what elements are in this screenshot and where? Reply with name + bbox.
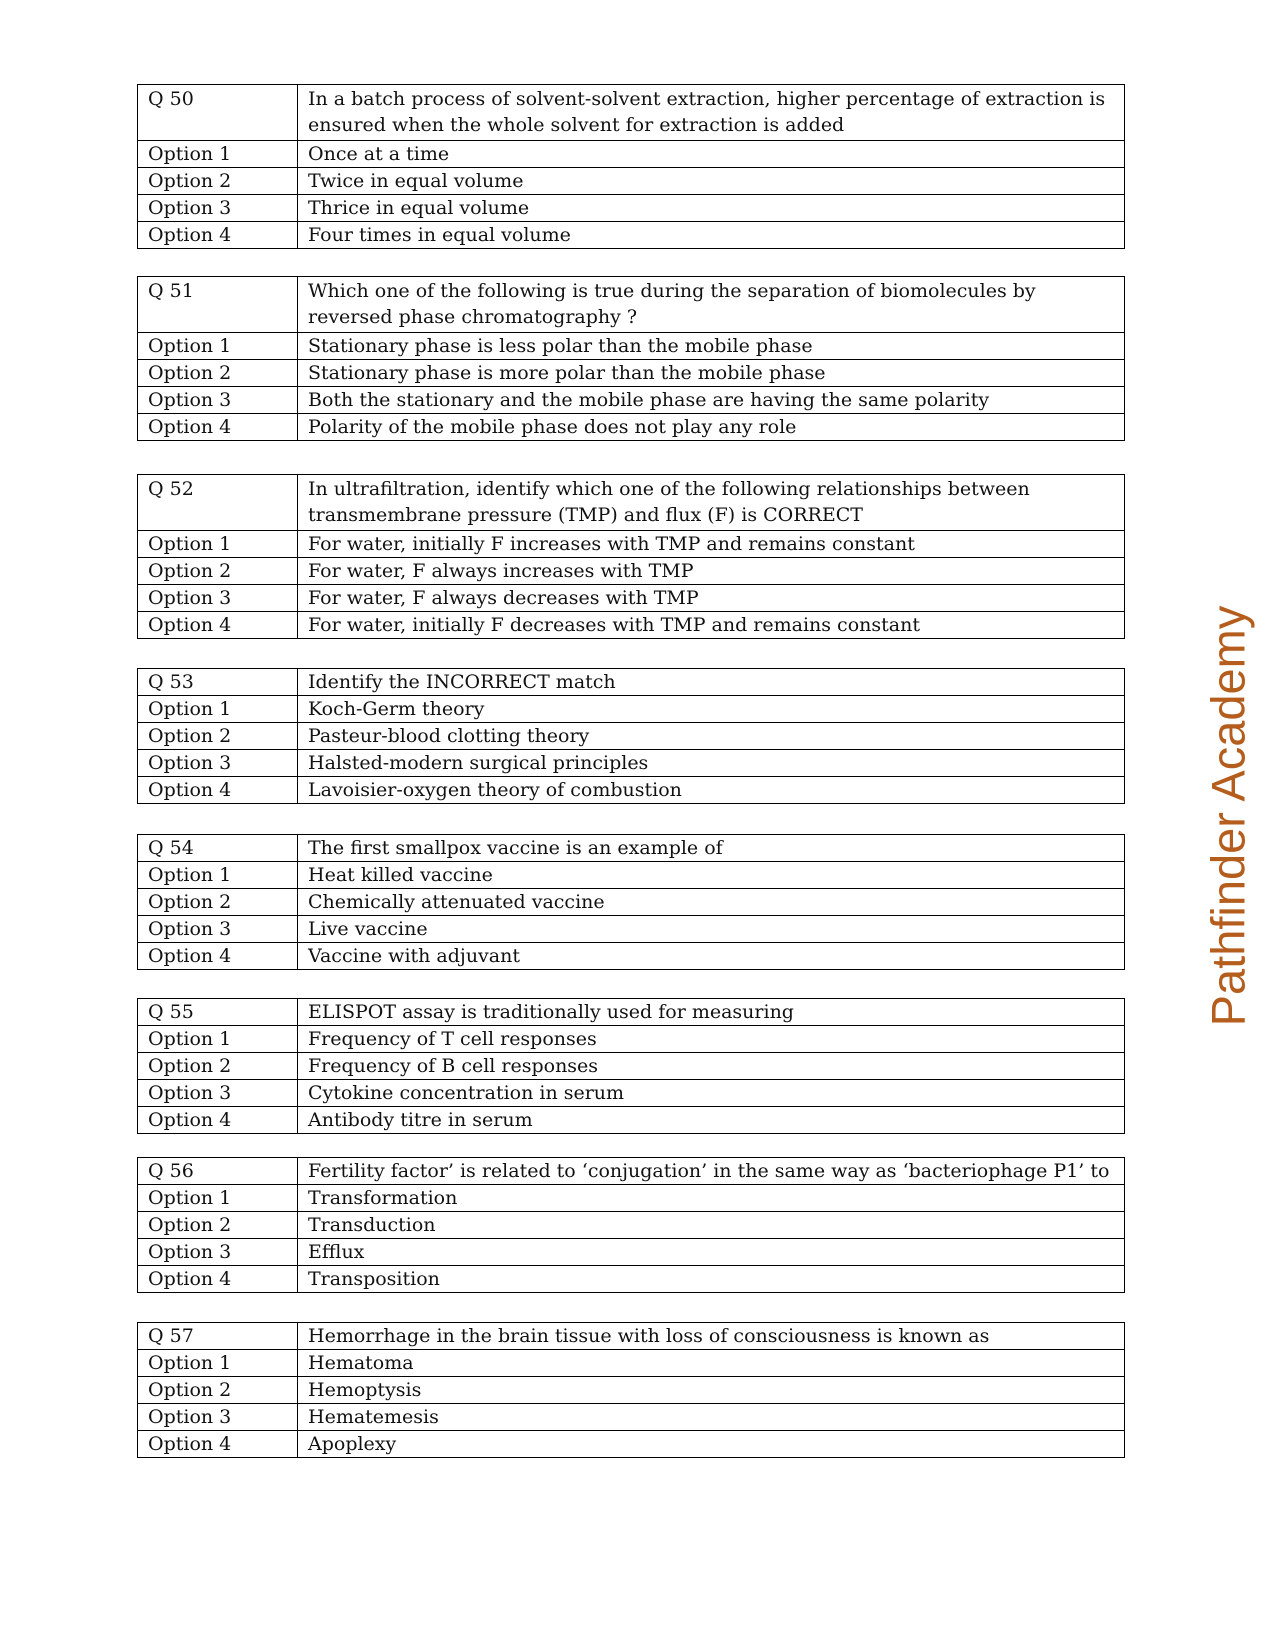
option-label: Option 4 bbox=[138, 777, 298, 804]
option-text: Chemically attenuated vaccine bbox=[298, 889, 1125, 916]
option-label: Option 2 bbox=[138, 723, 298, 750]
question-text: Fertility factor’ is related to ‘conjugation’ in the same way as ‘bacteriophage P1’ to bbox=[298, 1158, 1125, 1185]
option-row bbox=[138, 141, 1125, 168]
option-label: Option 2 bbox=[138, 558, 298, 585]
question-text: In ultrafiltration, identify which one of the following relationships between transmembrane pressure (TMP) and flux (F) is CORRECT bbox=[298, 475, 1125, 531]
option-text: Stationary phase is more polar than the mobile phase bbox=[298, 360, 1125, 387]
option-row bbox=[138, 414, 1125, 441]
question-table-53 bbox=[137, 668, 1125, 804]
option-text: Transposition bbox=[298, 1266, 1125, 1293]
option-text: Stationary phase is less polar than the mobile phase bbox=[298, 333, 1125, 360]
option-row bbox=[138, 1377, 1125, 1404]
option-row bbox=[138, 777, 1125, 804]
question-row bbox=[138, 999, 1125, 1026]
option-label: Option 3 bbox=[138, 1080, 298, 1107]
question-text: The first smallpox vaccine is an example of bbox=[298, 835, 1125, 862]
watermark: Pathfinder Academy bbox=[1201, 605, 1255, 1027]
option-label: Option 3 bbox=[138, 195, 298, 222]
option-label: Option 3 bbox=[138, 1404, 298, 1431]
option-text: For water, initially F decreases with TMP and remains constant bbox=[298, 612, 1125, 639]
option-text: For water, F always increases with TMP bbox=[298, 558, 1125, 585]
option-text: Twice in equal volume bbox=[298, 168, 1125, 195]
option-label: Option 1 bbox=[138, 862, 298, 889]
option-text: Hematoma bbox=[298, 1350, 1125, 1377]
option-label: Option 2 bbox=[138, 360, 298, 387]
option-text: Transduction bbox=[298, 1212, 1125, 1239]
option-row bbox=[138, 222, 1125, 249]
question-row bbox=[138, 475, 1125, 531]
question-row bbox=[138, 1158, 1125, 1185]
option-row bbox=[138, 1266, 1125, 1293]
question-label: Q 54 bbox=[138, 835, 298, 862]
option-row bbox=[138, 531, 1125, 558]
option-label: Option 4 bbox=[138, 943, 298, 970]
option-text: For water, F always decreases with TMP bbox=[298, 585, 1125, 612]
option-label: Option 2 bbox=[138, 1377, 298, 1404]
option-text: Hematemesis bbox=[298, 1404, 1125, 1431]
question-label: Q 57 bbox=[138, 1323, 298, 1350]
option-row bbox=[138, 943, 1125, 970]
question-label: Q 50 bbox=[138, 85, 298, 141]
option-row bbox=[138, 333, 1125, 360]
option-row bbox=[138, 612, 1125, 639]
option-row bbox=[138, 862, 1125, 889]
option-row bbox=[138, 1080, 1125, 1107]
option-text: Lavoisier-oxygen theory of combustion bbox=[298, 777, 1125, 804]
option-row bbox=[138, 1350, 1125, 1377]
option-label: Option 1 bbox=[138, 1350, 298, 1377]
option-text: Transformation bbox=[298, 1185, 1125, 1212]
option-text: Pasteur-blood clotting theory bbox=[298, 723, 1125, 750]
question-label: Q 53 bbox=[138, 669, 298, 696]
option-row bbox=[138, 360, 1125, 387]
option-text: For water, initially F increases with TMP and remains constant bbox=[298, 531, 1125, 558]
option-label: Option 4 bbox=[138, 1431, 298, 1458]
question-label: Q 52 bbox=[138, 475, 298, 531]
question-text: Which one of the following is true during the separation of biomolecules by reversed phase chromatography ? bbox=[298, 277, 1125, 333]
option-row bbox=[138, 1053, 1125, 1080]
option-text: Once at a time bbox=[298, 141, 1125, 168]
option-text: Frequency of B cell responses bbox=[298, 1053, 1125, 1080]
option-label: Option 3 bbox=[138, 1239, 298, 1266]
option-row bbox=[138, 1185, 1125, 1212]
option-row bbox=[138, 696, 1125, 723]
option-text: Live vaccine bbox=[298, 916, 1125, 943]
option-label: Option 1 bbox=[138, 1026, 298, 1053]
option-text: Efflux bbox=[298, 1239, 1125, 1266]
question-text: In a batch process of solvent-solvent extraction, higher percentage of extraction is ensured when the whole solvent for extraction is added bbox=[298, 85, 1125, 141]
question-text: Hemorrhage in the brain tissue with loss of consciousness is known as bbox=[298, 1323, 1125, 1350]
question-text: Identify the INCORRECT match bbox=[298, 669, 1125, 696]
question-table-50 bbox=[137, 84, 1125, 249]
option-label: Option 1 bbox=[138, 696, 298, 723]
question-label: Q 51 bbox=[138, 277, 298, 333]
option-text: Heat killed vaccine bbox=[298, 862, 1125, 889]
option-row bbox=[138, 1239, 1125, 1266]
option-label: Option 2 bbox=[138, 889, 298, 916]
option-row bbox=[138, 889, 1125, 916]
question-table-56 bbox=[137, 1157, 1125, 1293]
option-text: Both the stationary and the mobile phase are having the same polarity bbox=[298, 387, 1125, 414]
option-label: Option 1 bbox=[138, 1185, 298, 1212]
option-label: Option 3 bbox=[138, 585, 298, 612]
option-row bbox=[138, 1431, 1125, 1458]
option-text: Four times in equal volume bbox=[298, 222, 1125, 249]
option-row bbox=[138, 1026, 1125, 1053]
question-row bbox=[138, 1323, 1125, 1350]
question-label: Q 55 bbox=[138, 999, 298, 1026]
question-table-54 bbox=[137, 834, 1125, 970]
option-label: Option 2 bbox=[138, 1212, 298, 1239]
option-label: Option 4 bbox=[138, 414, 298, 441]
option-text: Antibody titre in serum bbox=[298, 1107, 1125, 1134]
option-text: Halsted-modern surgical principles bbox=[298, 750, 1125, 777]
option-text: Polarity of the mobile phase does not play any role bbox=[298, 414, 1125, 441]
option-row bbox=[138, 1404, 1125, 1431]
option-text: Thrice in equal volume bbox=[298, 195, 1125, 222]
option-text: Hemoptysis bbox=[298, 1377, 1125, 1404]
option-row bbox=[138, 558, 1125, 585]
option-row bbox=[138, 916, 1125, 943]
option-text: Koch-Germ theory bbox=[298, 696, 1125, 723]
option-label: Option 2 bbox=[138, 168, 298, 195]
question-table-52 bbox=[137, 474, 1125, 639]
question-table-57 bbox=[137, 1322, 1125, 1458]
option-row bbox=[138, 750, 1125, 777]
question-text: ELISPOT assay is traditionally used for measuring bbox=[298, 999, 1125, 1026]
option-label: Option 1 bbox=[138, 531, 298, 558]
option-label: Option 1 bbox=[138, 333, 298, 360]
option-label: Option 4 bbox=[138, 612, 298, 639]
question-row bbox=[138, 277, 1125, 333]
option-text: Cytokine concentration in serum bbox=[298, 1080, 1125, 1107]
option-row bbox=[138, 723, 1125, 750]
option-label: Option 4 bbox=[138, 1107, 298, 1134]
question-row bbox=[138, 835, 1125, 862]
option-row bbox=[138, 168, 1125, 195]
option-text: Frequency of T cell responses bbox=[298, 1026, 1125, 1053]
question-row bbox=[138, 85, 1125, 141]
option-label: Option 1 bbox=[138, 141, 298, 168]
option-row bbox=[138, 585, 1125, 612]
option-label: Option 4 bbox=[138, 1266, 298, 1293]
question-table-51 bbox=[137, 276, 1125, 441]
question-row bbox=[138, 669, 1125, 696]
option-label: Option 3 bbox=[138, 387, 298, 414]
question-table-55 bbox=[137, 998, 1125, 1134]
option-label: Option 3 bbox=[138, 916, 298, 943]
option-row bbox=[138, 1212, 1125, 1239]
question-label: Q 56 bbox=[138, 1158, 298, 1185]
option-text: Apoplexy bbox=[298, 1431, 1125, 1458]
option-label: Option 4 bbox=[138, 222, 298, 249]
option-row bbox=[138, 387, 1125, 414]
option-label: Option 2 bbox=[138, 1053, 298, 1080]
option-text: Vaccine with adjuvant bbox=[298, 943, 1125, 970]
option-row bbox=[138, 195, 1125, 222]
option-row bbox=[138, 1107, 1125, 1134]
option-label: Option 3 bbox=[138, 750, 298, 777]
